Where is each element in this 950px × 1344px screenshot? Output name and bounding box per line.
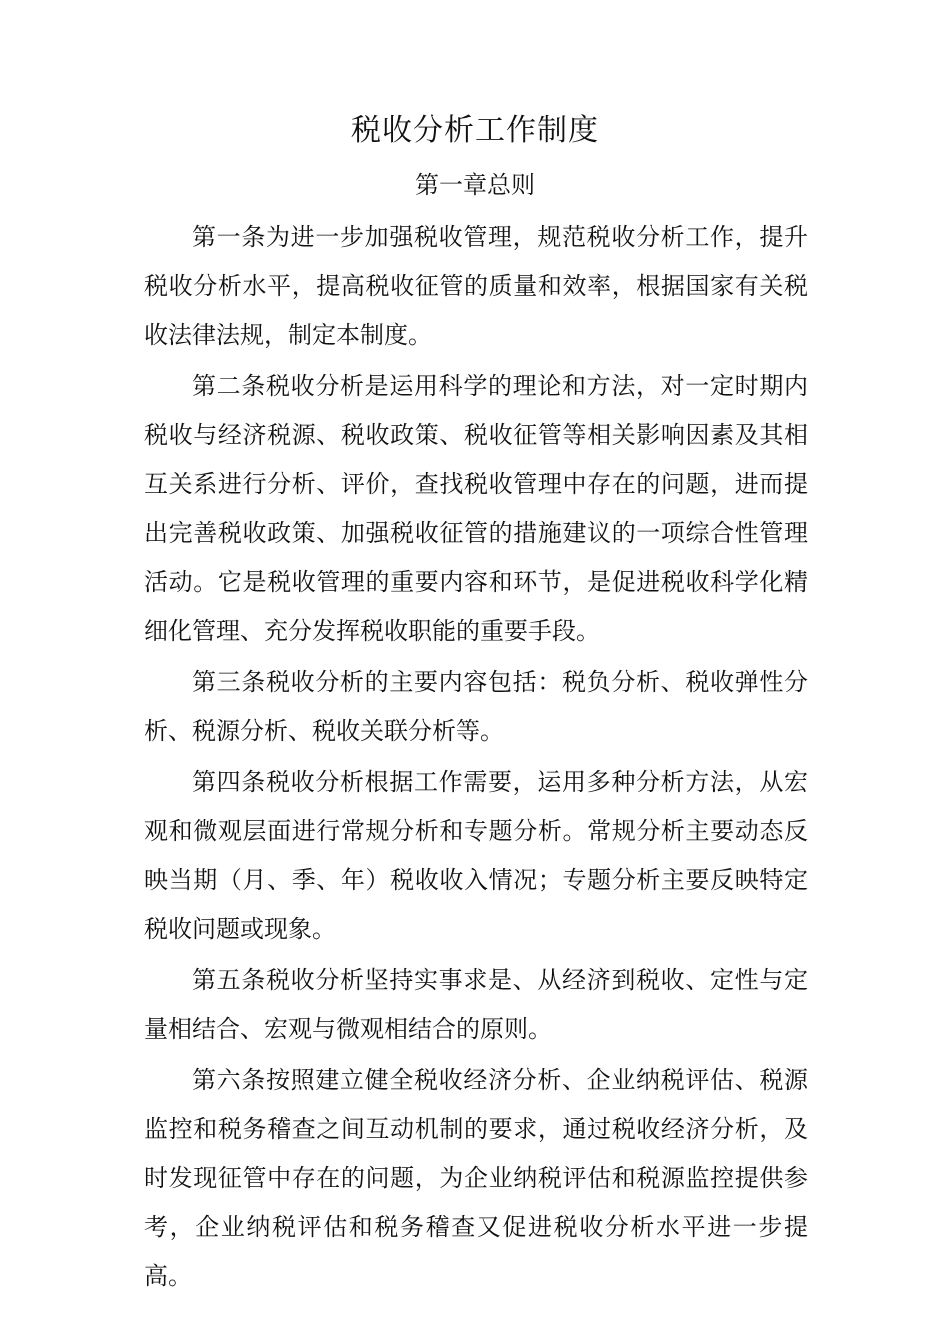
article-5-paragraph: 第五条税收分析坚持实事求是、从经济到税收、定性与定量相结合、宏观与微观相结合的原则。 [144,966,808,1043]
article-1-paragraph: 第一条为进一步加强税收管理，规范税收分析工作，提升税收分析水平，提高税收征管的质量和效率，根据国家有关税收法律法规，制定本制度。 [144,223,808,349]
article-4-paragraph: 第四条税收分析根据工作需要，运用多种分析方法，从宏观和微观层面进行常规分析和专题分析。常规分析主要动态反映当期（月、季、年）税收收入情况；专题分析主要反映特定税收问题或现象。 [144,768,808,943]
chapter-heading: 第一章总则 [415,171,535,199]
article-2-paragraph: 第二条税收分析是运用科学的理论和方法，对一定时期内税收与经济税源、税收政策、税收征管等相关影响因素及其相互关系进行分析、评价，查找税收管理中存在的问题，进而提出完善税收政策、加强税收征管的措施建议的一项综合性管理活动。它是税收管理的重要内容和环节，是促进税收科学化精细化管理、充分发挥税收职能的重要手段。 [144,372,808,645]
article-6-paragraph: 第六条按照建立健全税收经济分析、企业纳税评估、税源监控和税务稽查之间互动机制的要求，通过税收经济分析，及时发现征管中存在的问题，为企业纳税评估和税源监控提供参考，企业纳税评估和税务稽查又促进税收分析水平进一步提高。 [144,1066,808,1290]
document-body [144,213,808,1303]
article-3-paragraph: 第三条税收分析的主要内容包括：税负分析、税收弹性分析、税源分析、税收关联分析等。 [144,668,808,745]
document-title: 税收分析工作制度 [351,113,599,148]
